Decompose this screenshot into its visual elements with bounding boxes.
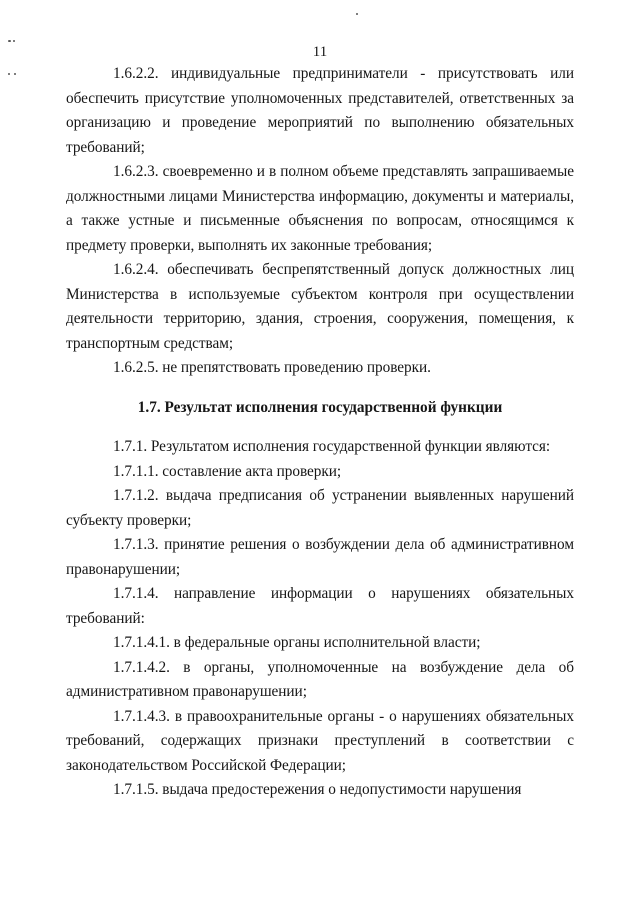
paragraph-1-6-2-2: 1.6.2.2. индивидуальные предприниматели - присутствовать или обеспечить присутствие уполномоченных представителей, ответственных за организацию и проведение мероприятий по выполнению обязательных требований; <box>66 65 574 156</box>
paragraph-1-6-2-5: 1.6.2.5. не препятствовать проведению проверки. <box>113 359 431 376</box>
scan-speck <box>14 73 16 75</box>
paragraph-1-7-1-4-1: 1.7.1.4.1. в федеральные органы исполнительной власти; <box>113 634 481 651</box>
scan-speck <box>8 40 11 42</box>
paragraph-1-7-1-3: 1.7.1.3. принятие решения о возбуждении дела об административном правонарушении; <box>66 536 574 578</box>
scan-speck <box>8 73 10 75</box>
paragraph-1-7-1-4-2: 1.7.1.4.2. в органы, уполномоченные на возбуждение дела об административном правонарушении; <box>66 658 574 700</box>
paragraph-1-7-1-2: 1.7.1.2. выдача предписания об устранении выявленных нарушений субъекту проверки; <box>66 487 574 529</box>
paragraph-1-6-2-4: 1.6.2.4. обеспечивать беспрепятственный допуск должностных лиц Министерства в используемые субъектом контроля при осуществлении деятельности территорию, здания, строения, сооружения, помещения, к транспортным средствам; <box>66 261 574 352</box>
document-body <box>66 62 574 803</box>
section-heading-1-7: 1.7. Результат исполнения государственной функции <box>137 398 503 416</box>
paragraph-1-7-1-5: 1.7.1.5. выдача предостережения о недопустимости нарушения <box>113 781 522 798</box>
paragraph-1-7-1-4: 1.7.1.4. направление информации о нарушениях обязательных требований: <box>66 585 574 627</box>
paragraph-1-7-1-1: 1.7.1.1. составление акта проверки; <box>113 462 342 480</box>
paragraph-1-7-1-4-3: 1.7.1.4.3. в правоохранительные органы - о нарушениях обязательных требований, содержащих признаки преступлений в соответствии с законодательством Российской Федерации; <box>66 707 574 774</box>
page-number: 11 <box>312 44 328 60</box>
scan-speck <box>13 40 15 42</box>
paragraph-1-7-1: 1.7.1. Результатом исполнения государственной функции являются: <box>113 438 551 455</box>
paragraph-1-6-2-3: 1.6.2.3. своевременно и в полном объеме представлять запрашиваемые должностными лицами Министерства информацию, документы и материалы, а также устные и письменные объяснения по вопросам, относящимся к предмету проверки, выполнять их законные требования; <box>66 163 574 254</box>
scan-speck <box>356 13 358 15</box>
